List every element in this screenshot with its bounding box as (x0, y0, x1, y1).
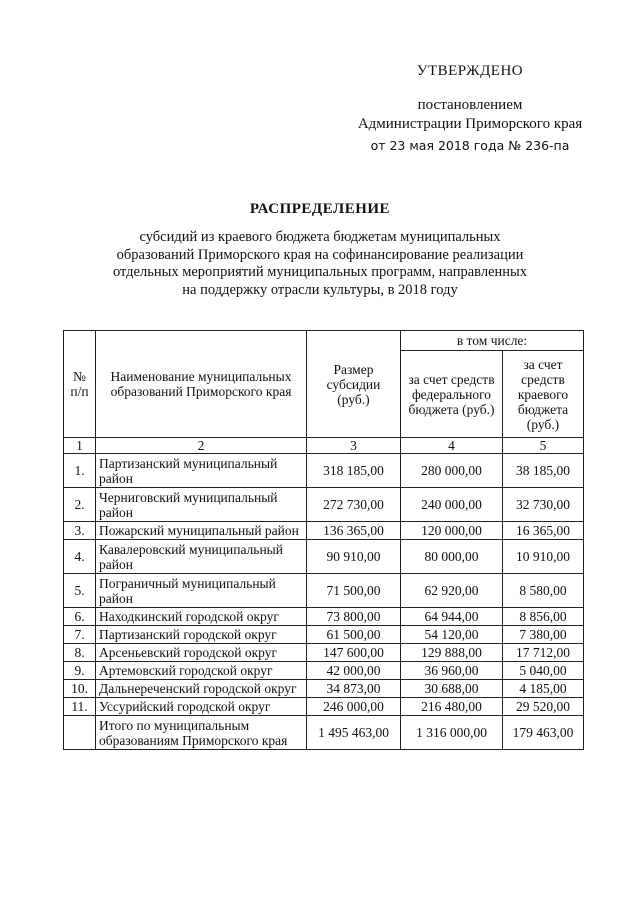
header-name: Наименование муниципальных образований Приморского края (96, 331, 307, 438)
row-regional: 38 185,00 (503, 454, 584, 488)
row-federal: 280 000,00 (401, 454, 503, 488)
subsidy-table (63, 330, 584, 750)
row-num: 11. (64, 698, 96, 716)
row-federal: 216 480,00 (401, 698, 503, 716)
row-num: 3. (64, 522, 96, 540)
table-row (64, 644, 584, 662)
table-row (64, 608, 584, 626)
row-regional: 7 380,00 (503, 626, 584, 644)
row-amount: 136 365,00 (307, 522, 401, 540)
column-number: 1 (64, 438, 96, 454)
row-num: 2. (64, 488, 96, 522)
header-amount: Размер субсидии (руб.) (307, 331, 401, 438)
subtitle-line: на поддержку отрасли культуры, в 2018 году (182, 281, 458, 298)
approval-date: от 23 мая 2018 года № 236-па (370, 138, 570, 153)
row-name: Пограничный муниципальный район (96, 574, 307, 608)
table-row (64, 522, 584, 540)
document-title: РАСПРЕДЕЛЕНИЕ (249, 201, 391, 217)
approval-heading: УТВЕРЖДЕНО (416, 63, 524, 79)
total-federal: 1 316 000,00 (401, 716, 503, 750)
row-federal: 36 960,00 (401, 662, 503, 680)
row-federal: 64 944,00 (401, 608, 503, 626)
row-num: 5. (64, 574, 96, 608)
row-name: Партизанский городской округ (96, 626, 307, 644)
table-row (64, 540, 584, 574)
row-name: Артемовский городской округ (96, 662, 307, 680)
column-number: 3 (307, 438, 401, 454)
total-row (64, 716, 584, 750)
row-name: Арсеньевский городской округ (96, 644, 307, 662)
row-name: Партизанский муниципальный район (96, 454, 307, 488)
total-name: Итого по муниципальным образованиям Приморского края (96, 716, 307, 750)
header-num: № п/п (64, 331, 96, 438)
row-amount: 147 600,00 (307, 644, 401, 662)
column-number-row (64, 438, 584, 454)
header-regional: за счет средств краевого бюджета (руб.) (503, 351, 584, 438)
row-num: 10. (64, 680, 96, 698)
row-num: 4. (64, 540, 96, 574)
subtitle-line: субсидий из краевого бюджета бюджетам муниципальных (139, 229, 501, 245)
header-federal: за счет средств федерального бюджета (руб.) (401, 351, 503, 438)
subtitle-line: образований Приморского края на софинансирование реализации (116, 246, 524, 263)
row-num: 8. (64, 644, 96, 662)
table-row (64, 698, 584, 716)
total-regional: 179 463,00 (503, 716, 584, 750)
row-num: 9. (64, 662, 96, 680)
row-name: Находкинский городской округ (96, 608, 307, 626)
column-number: 2 (96, 438, 307, 454)
row-regional: 8 856,00 (503, 608, 584, 626)
table-row (64, 680, 584, 698)
header-including: в том числе: (401, 331, 584, 351)
column-number: 5 (503, 438, 584, 454)
table-row (64, 574, 584, 608)
row-regional: 10 910,00 (503, 540, 584, 574)
row-regional: 8 580,00 (503, 574, 584, 608)
row-name: Кавалеровский муниципальный район (96, 540, 307, 574)
total-amount: 1 495 463,00 (307, 716, 401, 750)
table-row (64, 662, 584, 680)
row-num: 7. (64, 626, 96, 644)
row-regional: 4 185,00 (503, 680, 584, 698)
row-amount: 71 500,00 (307, 574, 401, 608)
row-federal: 54 120,00 (401, 626, 503, 644)
row-federal: 62 920,00 (401, 574, 503, 608)
row-federal: 80 000,00 (401, 540, 503, 574)
table-row (64, 488, 584, 522)
row-amount: 246 000,00 (307, 698, 401, 716)
row-regional: 32 730,00 (503, 488, 584, 522)
row-num: 6. (64, 608, 96, 626)
row-federal: 129 888,00 (401, 644, 503, 662)
row-amount: 272 730,00 (307, 488, 401, 522)
table-row (64, 626, 584, 644)
row-amount: 42 000,00 (307, 662, 401, 680)
row-name: Дальнереченский городской округ (96, 680, 307, 698)
row-amount: 73 800,00 (307, 608, 401, 626)
table-row (64, 454, 584, 488)
row-regional: 5 040,00 (503, 662, 584, 680)
row-amount: 318 185,00 (307, 454, 401, 488)
row-num: 1. (64, 454, 96, 488)
row-regional: 17 712,00 (503, 644, 584, 662)
row-name: Уссурийский городской округ (96, 698, 307, 716)
row-federal: 30 688,00 (401, 680, 503, 698)
document-subtitle (90, 229, 550, 299)
row-amount: 61 500,00 (307, 626, 401, 644)
approval-line-1: постановлением (417, 97, 523, 113)
column-number: 4 (401, 438, 503, 454)
row-name: Черниговский муниципальный район (96, 488, 307, 522)
row-amount: 34 873,00 (307, 680, 401, 698)
row-regional: 29 520,00 (503, 698, 584, 716)
approval-line-2: Администрации Приморского края (357, 116, 583, 132)
approval-block (340, 62, 600, 155)
total-num (64, 716, 96, 750)
row-federal: 120 000,00 (401, 522, 503, 540)
row-amount: 90 910,00 (307, 540, 401, 574)
row-federal: 240 000,00 (401, 488, 503, 522)
row-name: Пожарский муниципальный район (96, 522, 307, 540)
subtitle-line: отдельных мероприятий муниципальных программ, направленных (112, 264, 528, 280)
row-regional: 16 365,00 (503, 522, 584, 540)
